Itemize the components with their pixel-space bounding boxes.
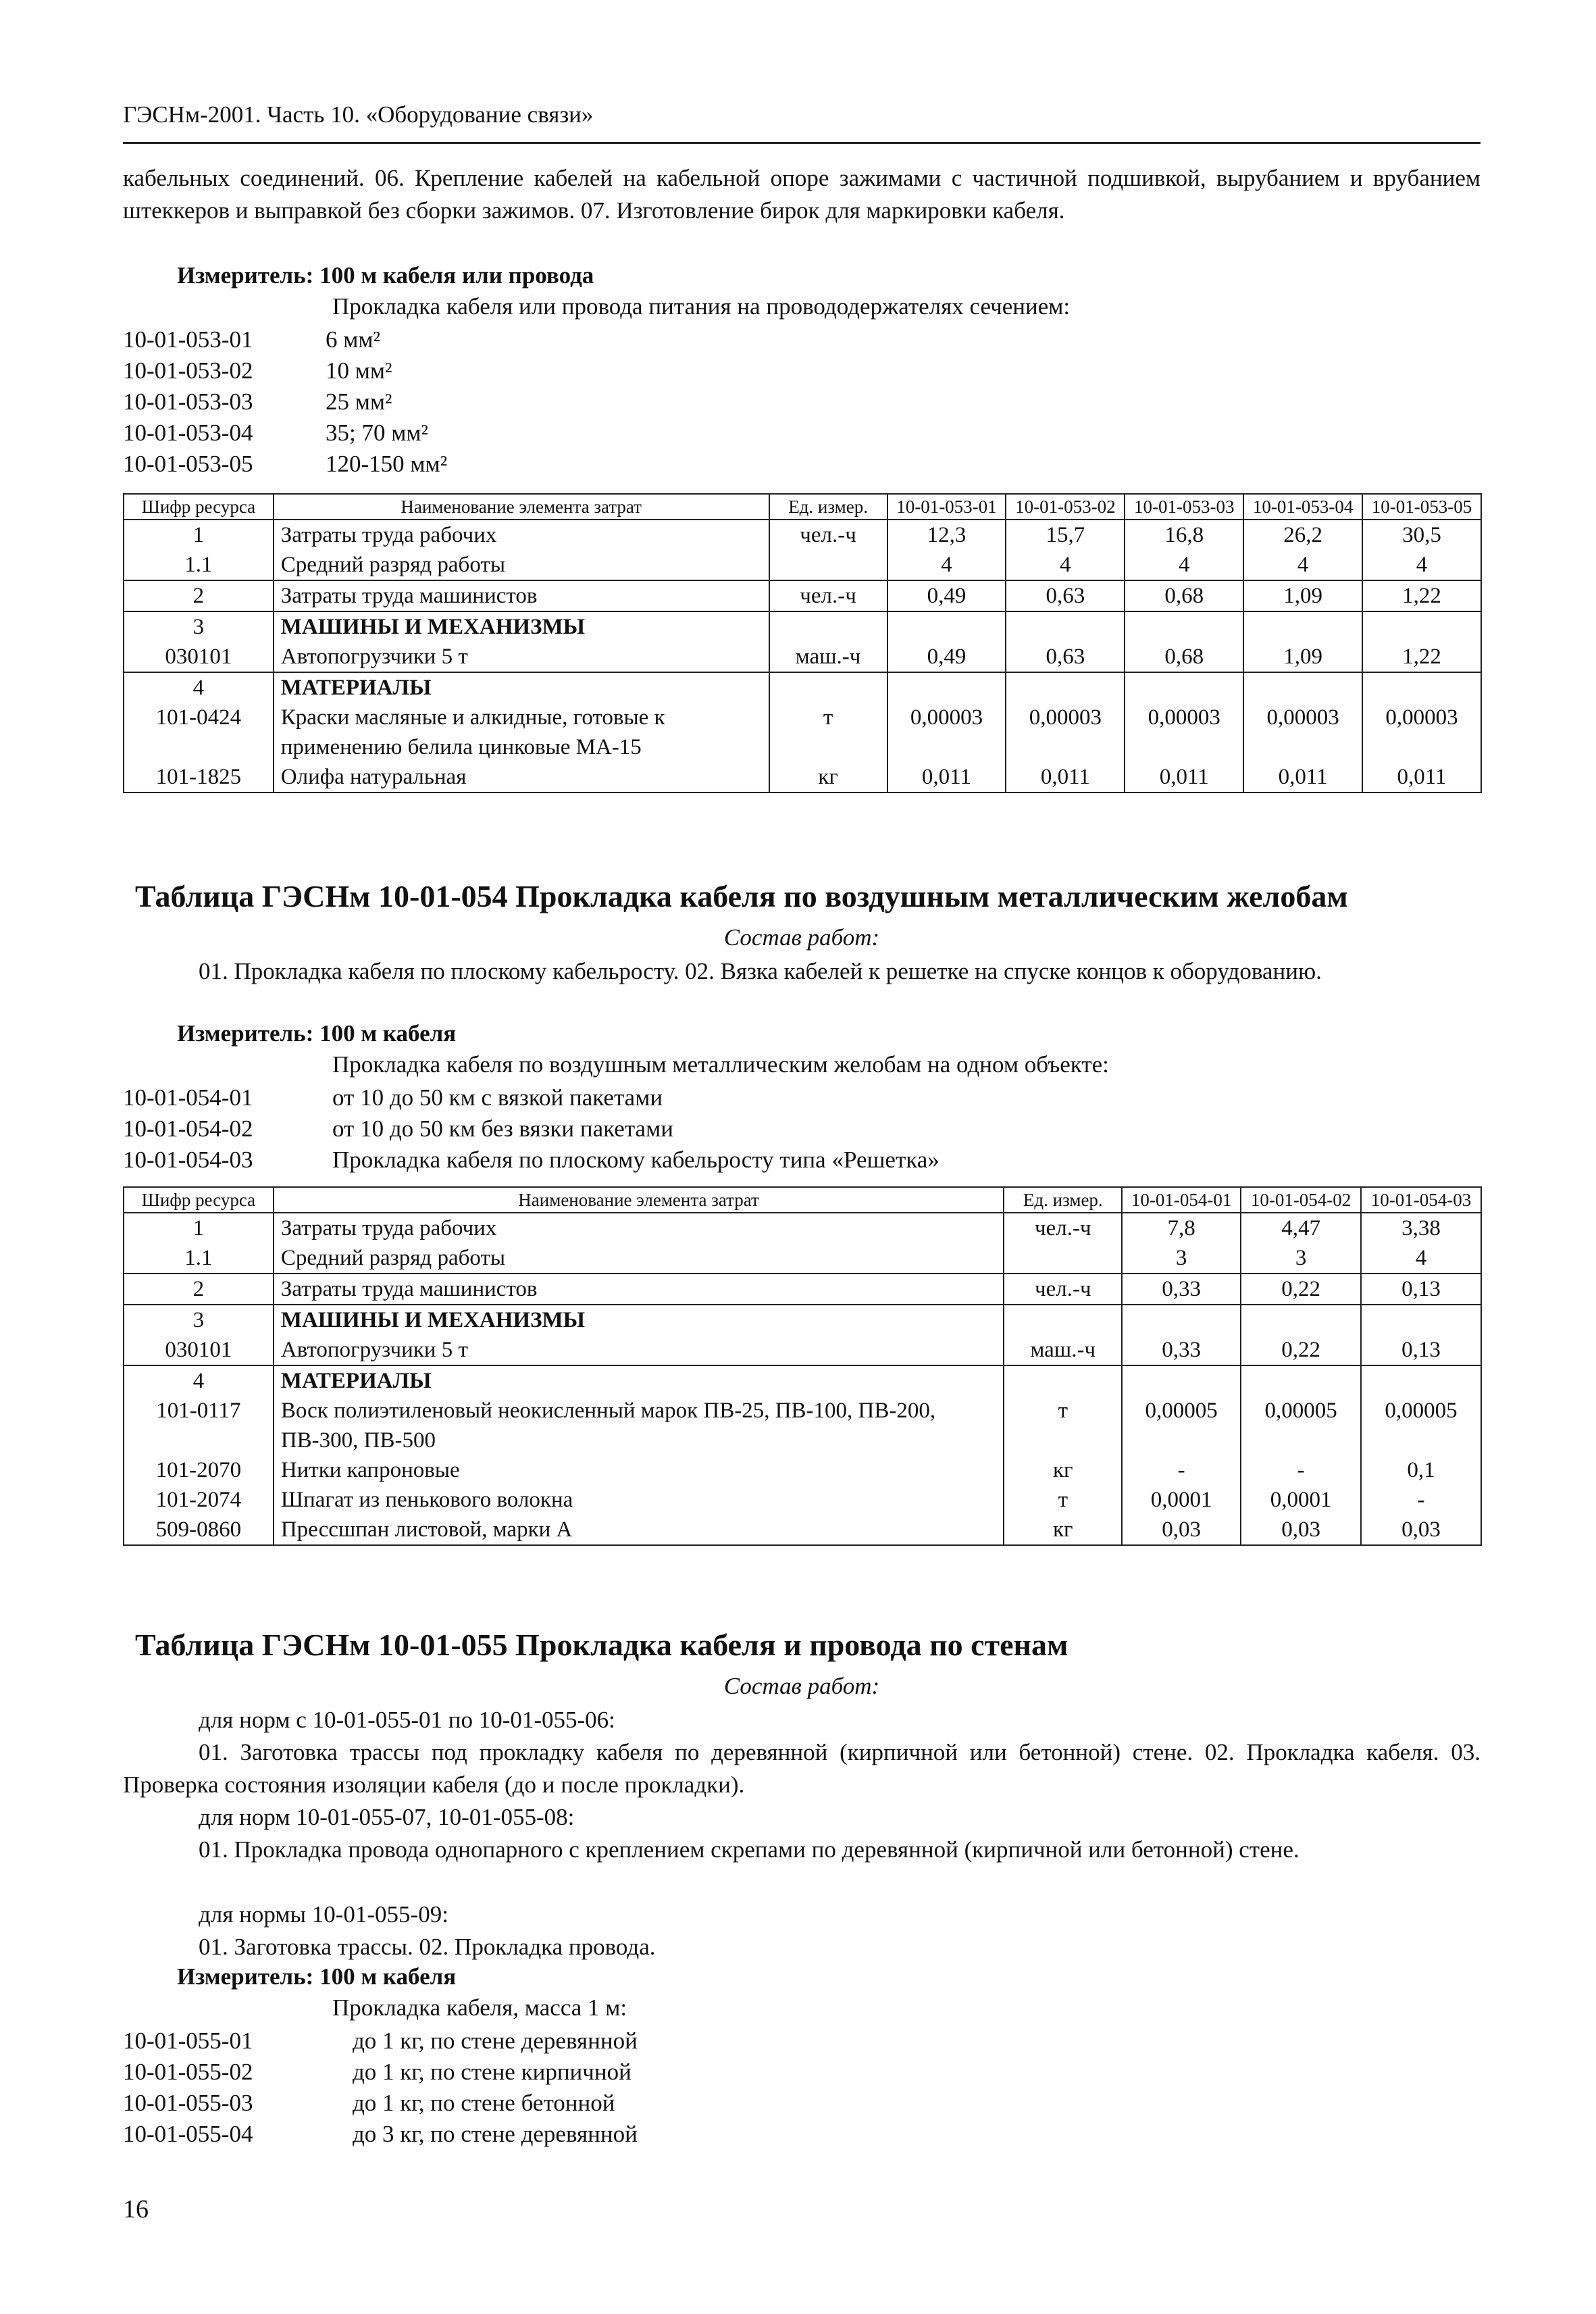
table-row: 3 МАШИНЫ И МЕХАНИЗМЫ <box>124 611 1481 642</box>
table-row: 1 Затраты труда рабочих чел.-ч 7,8 4,47 3,38 <box>124 1213 1481 1243</box>
table-row: 101-2074 Шпагат из пенькового волокна т 0,0001 0,0001 - <box>124 1485 1481 1515</box>
composition-p1-055: для норм с 10-01-055-01 по 10-01-055-06: <box>199 1707 615 1733</box>
subtitle-053: Прокладка кабеля или провода питания на провододержателях сечением: <box>332 293 1071 320</box>
composition-p5-055: для нормы 10-01-055-09: <box>199 1901 448 1928</box>
norm-item: 10-01-053-05 120-150 мм² <box>123 451 448 477</box>
header-cell: Наименование элемента затрат <box>274 494 769 520</box>
norm-item: 10-01-055-02 до 1 кг, по стене кирпичной <box>123 2059 632 2085</box>
header-cell: 10-01-054-03 <box>1361 1187 1481 1213</box>
table-row: 4 МАТЕРИАЛЫ <box>124 1365 1481 1396</box>
table-title-055: Таблица ГЭСНм 10-01-055 Прокладка кабеля и провода по стенам <box>135 1628 1069 1662</box>
header-cell: 10-01-053-05 <box>1362 494 1481 520</box>
composition-p4-055: 01. Прокладка провода однопарного с креплением скрепами по деревянной (кирпичной или бетонной) стене. <box>199 1836 1299 1863</box>
meter-053: Измеритель: 100 м кабеля или провода <box>177 262 594 288</box>
table-row: 4 МАТЕРИАЛЫ <box>124 672 1481 703</box>
norm-item: 10-01-053-03 25 мм² <box>123 388 392 415</box>
header-divider <box>123 142 1481 144</box>
header-cell: 10-01-054-02 <box>1241 1187 1361 1213</box>
meter-054: Измеритель: 100 м кабеля <box>177 1020 457 1047</box>
table-row: 2 Затраты труда машинистов чел.-ч 0,49 0,63 0,68 1,09 1,22 <box>124 580 1481 611</box>
composition-p2-055: 01. Заготовка трассы под прокладку кабеля по деревянной (кирпичной или бетонной) стене. 02. Прокладка кабеля. 03. Проверка состояния изоляции кабеля (до и после прокладки). <box>123 1739 1481 1798</box>
table-row: 030101 Автопогрузчики 5 т маш.-ч 0,33 0,22 0,13 <box>124 1335 1481 1365</box>
composition-p3-055: для норм 10-01-055-07, 10-01-055-08: <box>199 1804 575 1830</box>
header-cell: Наименование элемента затрат <box>274 1187 1004 1213</box>
table-row: 1.1 Средний разряд работы 4 4 4 4 4 <box>124 550 1481 580</box>
norm-list-053 <box>123 324 447 480</box>
norm-item: 10-01-054-03 Прокладка кабеля по плоскому кабельросту типа «Решетка» <box>123 1147 939 1173</box>
table-row: 101-2070 Нитки капроновые кг - - 0,1 <box>124 1455 1481 1485</box>
subtitle-055: Прокладка кабеля, масса 1 м: <box>332 1994 627 2021</box>
composition-label-054: Состав работ: <box>723 924 880 951</box>
page-number: 16 <box>123 2195 149 2223</box>
norm-list-054 <box>123 1082 939 1176</box>
table-row: 101-0424 Краски масляные и алкидные, готовые к применению белила цинковые МА-15 т 0,00003 0,00003 0,00003 0,00003 0,00003 <box>124 703 1481 762</box>
header-cell: Ед. измер. <box>769 494 887 520</box>
table-row: 1 Затраты труда рабочих чел.-ч 12,3 15,7 16,8 26,2 30,5 <box>124 520 1481 550</box>
norm-item: 10-01-054-01 от 10 до 50 км с вязкой пакетами <box>123 1084 663 1111</box>
page-header: ГЭСНм-2001. Часть 10. «Оборудование связи» <box>123 101 594 128</box>
table-header-row <box>124 494 1481 520</box>
table-title-054: Таблица ГЭСНм 10-01-054 Прокладка кабеля по воздушным металлическим желобам <box>135 879 1348 913</box>
header-cell: 10-01-053-03 <box>1125 494 1243 520</box>
norm-item: 10-01-054-02 от 10 до 50 км без вязки пакетами <box>123 1115 673 1142</box>
subtitle-054: Прокладка кабеля по воздушным металлическим желобам на одном объекте: <box>332 1051 1109 1078</box>
norm-item: 10-01-055-04 до 3 кг, по стене деревянной <box>123 2121 638 2147</box>
composition-text-054: 01. Прокладка кабеля по плоскому кабельросту. 02. Вязка кабелей к решетке на спуске концов к оборудованию. <box>199 958 1322 984</box>
header-cell: 10-01-053-04 <box>1243 494 1362 520</box>
header-cell: 10-01-054-01 <box>1122 1187 1241 1213</box>
norm-item: 10-01-053-04 35; 70 мм² <box>123 420 429 446</box>
table-row: 101-0117 Воск полиэтиленовый неокисленный марок ПВ-25, ПВ-100, ПВ-200, ПВ-300, ПВ-500 т 0,00005 0,00005 0,00005 <box>124 1396 1481 1455</box>
table-row: 509-0860 Прессшпан листовой, марки А кг 0,03 0,03 0,03 <box>124 1515 1481 1545</box>
header-cell: Шифр ресурса <box>124 1187 274 1213</box>
table-row: 2 Затраты труда машинистов чел.-ч 0,33 0,22 0,13 <box>124 1274 1481 1305</box>
table-header-row <box>124 1187 1481 1213</box>
intro-paragraph: кабельных соединений. 06. Крепление кабелей на кабельной опоре зажимами с частичной подшивкой, вырубанием и врубанием штеккеров и выправкой без сборки зажимов. 07. Изготовление бирок для маркировки кабеля. <box>123 165 1481 224</box>
header-cell: Шифр ресурса <box>124 494 274 520</box>
norm-item: 10-01-055-03 до 1 кг, по стене бетонной <box>123 2090 615 2116</box>
meter-055: Измеритель: 100 м кабеля <box>177 1963 457 1990</box>
table-row: 1.1 Средний разряд работы 3 3 4 <box>124 1243 1481 1274</box>
header-cell: Ед. измер. <box>1004 1187 1122 1213</box>
composition-p6-055: 01. Заготовка трассы. 02. Прокладка провода. <box>199 1934 656 1960</box>
norm-item: 10-01-053-01 6 мм² <box>123 326 381 353</box>
norm-list-055 <box>123 2026 638 2150</box>
resource-table-053 <box>123 493 1482 793</box>
norm-item: 10-01-053-02 10 мм² <box>123 357 392 384</box>
header-cell: 10-01-053-01 <box>887 494 1006 520</box>
table-row: 3 МАШИНЫ И МЕХАНИЗМЫ <box>124 1305 1481 1335</box>
header-cell: 10-01-053-02 <box>1006 494 1125 520</box>
table-row: 030101 Автопогрузчики 5 т маш.-ч 0,49 0,63 0,68 1,09 1,22 <box>124 642 1481 672</box>
composition-label-055: Состав работ: <box>723 1673 880 1699</box>
resource-table-054 <box>123 1186 1482 1546</box>
norm-item: 10-01-055-01 до 1 кг, по стене деревянной <box>123 2028 638 2054</box>
table-row: 101-1825 Олифа натуральная кг 0,011 0,011 0,011 0,011 0,011 <box>124 762 1481 793</box>
